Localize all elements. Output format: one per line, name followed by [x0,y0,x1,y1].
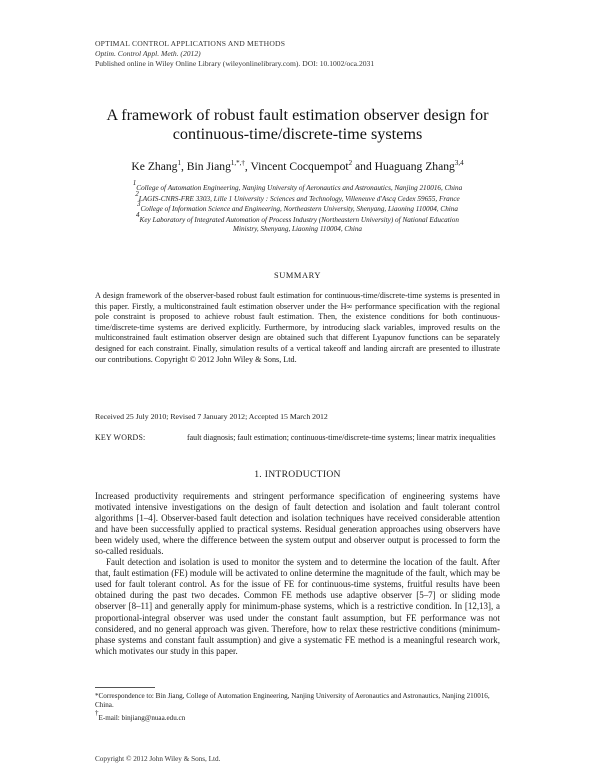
title-line-2: continuous-time/discrete-time systems [172,125,423,143]
affiliation-mark: 3 [137,200,141,208]
paper-title [60,106,535,144]
summary-text: A design framework of the observer-based robust fault estimation for continuous-time/discrete-time systems is presented in this paper. Firstly, a multiconstrained fault estimation observer under the H∞ performance specification with the regional pole constraint is proposed to achieve robust fault estimation. Then, the existence conditions for both continuous-time/discrete-time systems are derived explicitly. Furthermore, by introducing slack variables, improved results on the multiconstrained fault estimation observer design are obtained such that different Lyapunov functions can be separately designed for each constraint. Finally, simulation results of a vertical takeoff and landing aircraft are presented to illustrate our contributions. Copyright © 2012 John Wiley & Sons, Ltd. [95,291,500,364]
affiliations [95,179,500,235]
paragraph: Fault detection and isolation is used to monitor the system and to determine the location of the fault. After that, fault estimation (FE) module will be activated to online determine the magnitude of the fault, which may be used for fault tolerant control. As for the issue of FE for continuous-time systems, fruitful results have been obtained during the past two decades. Common FE methods use adaptive observer [5–7] or sliding mode observer [8–11] and generally apply for minimum-phase systems, which is a restrictive condition. In [12,13], a proportional-integral observer was used under the constant fault assumption, but FE performance was not considered, and no general approach was given. Therefore, how to relax these restrictive conditions (minimum-phase systems and constant fault assumption) and give a systematic FE method is a meaningful research work, which motivates our study in this paper. [95,557,500,656]
title-line-1: A framework of robust fault estimation observer design for [106,106,489,124]
affiliation-continued: Ministry, Shenyang, Liaoning 110004, China [232,225,363,233]
affiliation [95,200,500,215]
author-separator: , [244,160,251,173]
affiliation-text: LAGIS-CNRS-FRE 3303, Lille 1 University : Sciences and Technology, Villeneuve d'Ascq Cedex 59655, France [138,194,460,203]
journal-name: OPTIMAL CONTROL APPLICATIONS AND METHODS [95,39,286,48]
affiliation [95,179,500,194]
author-list [60,160,535,173]
author-mark: 2 [348,159,353,167]
author-separator: , [180,160,187,173]
affiliation-mark: 2 [135,189,139,198]
copyright-footer: Copyright © 2012 John Wiley & Sons, Ltd. [95,755,221,763]
footnote-rule [95,687,155,688]
published-online: Published online in Wiley Online Library (wileyonlinelibrary.com). DOI: 10.1002/oca.2031 [95,59,375,68]
keywords-label: KEY WORDS: [95,433,146,442]
affiliation [95,189,500,205]
email-footnote [95,708,500,723]
author-name: Huaguang Zhang [374,160,455,173]
paragraph: Increased productivity requirements and stringent performance specification of engineering systems have motivated intensive investigations on the design of fault detection and isolation and fault tolerant control algorithms [1–4]. Observer-based fault detection and isolation techniques have received considerable attention and have been successfully applied to practical systems. Residual generation approaches using observers have been widely used, where the difference between the system output and observer output is processed to form the so-called residuals. [95,491,500,557]
introduction-body [95,491,500,657]
footnotes [95,692,500,723]
author-separator: and [352,160,375,173]
affiliation-text: College of Information Science and Engineering, Northeastern University, Shenyang, Liaoning 110004, China [140,205,458,213]
affiliation [95,210,500,226]
author-name: Vincent Cocquempot [250,160,349,173]
affiliation-mark: 1 [132,179,137,187]
received-dates: Received 25 July 2010; Revised 7 January 2012; Accepted 15 March 2012 [95,412,328,421]
affiliation-text: Key Laboratory of Integrated Automation of Process Industry (Northeastern University) of National Education [139,215,459,224]
keywords-value: fault diagnosis; fault estimation; continuous-time/discrete-time systems; linear matrix inequalities [187,433,496,442]
journal-header [95,39,374,69]
author-name: Ke Zhang [131,160,178,173]
journal-citation: Optim. Control Appl. Meth. (2012) [95,49,201,58]
author-mark: 1,*,† [230,159,245,167]
section-heading: 1. INTRODUCTION [254,469,341,480]
affiliation-text: College of Automation Engineering, Nanjing University of Aeronautics and Astronautics, Nanjing 210016, China [136,184,463,192]
author-mark: 1 [177,159,181,167]
email-text: E-mail: binjiang@nuaa.edu.cn [98,713,186,722]
summary-heading: SUMMARY [273,271,322,280]
correspondence-footnote: *Correspondence to: Bin Jiang, College of Automation Engineering, Nanjing University of Aeronautics and Astronautics, Nanjing 210016, China. [95,692,490,710]
dagger-mark: † [95,708,99,717]
author-name: Bin Jiang [186,160,231,173]
author-mark: 3,4 [454,159,464,167]
affiliation-mark: 4 [136,210,140,219]
